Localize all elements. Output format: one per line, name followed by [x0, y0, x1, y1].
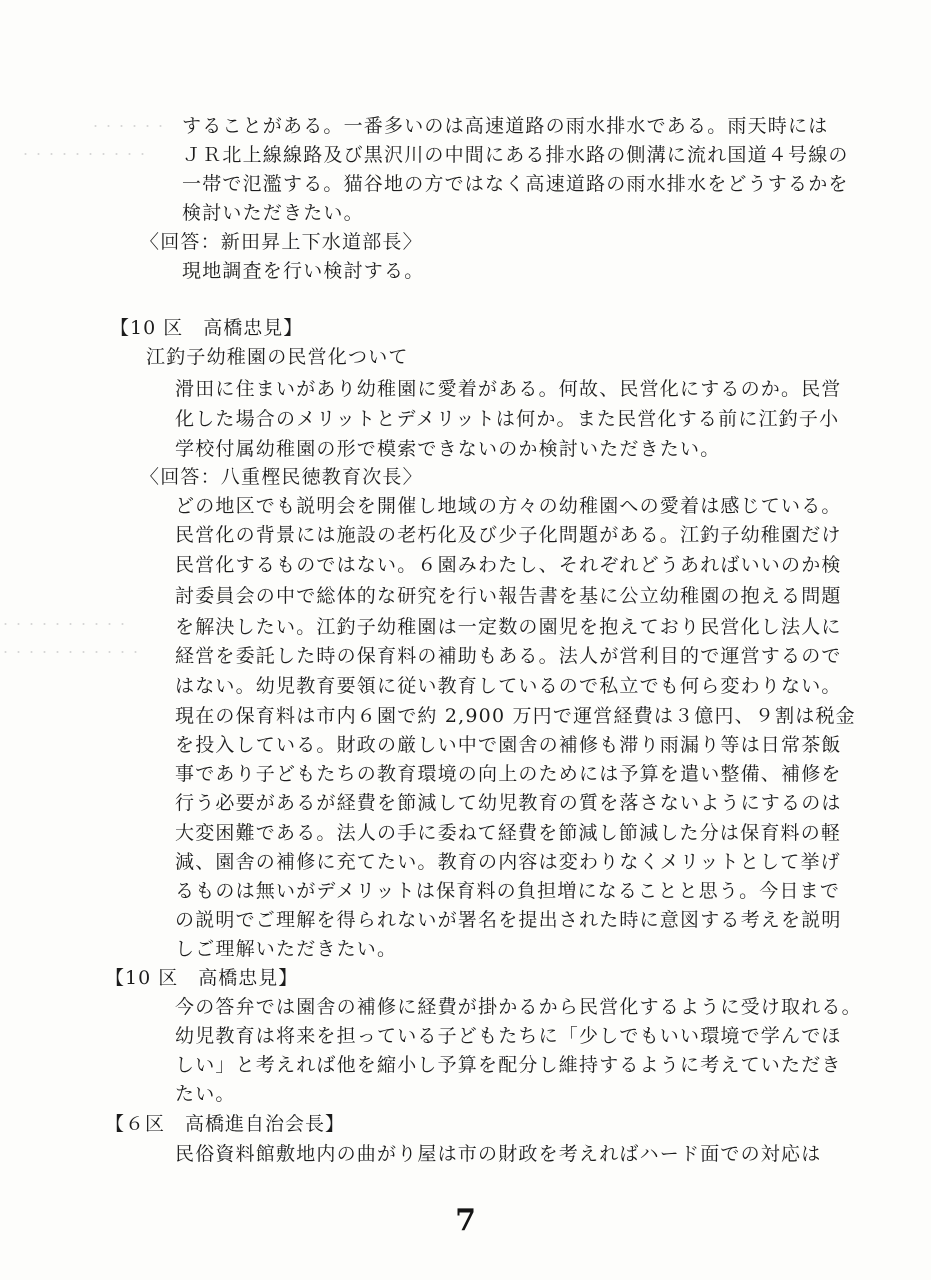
body-text-line: 学校付属幼稚園の形で模索できないのか検討いただきたい。	[175, 438, 721, 460]
body-text-line: 大変困難である。法人の手に委ねて経費を節減し節減した分は保育料の軽	[175, 822, 842, 844]
body-text-line: 減、園舎の補修に充てたい。教育の内容は変わりなくメリットとして挙げ	[175, 851, 841, 873]
body-text-line: 滑田に住まいがあり幼稚園に愛着がある。何故、民営化にするのか。民営	[175, 378, 842, 400]
body-text-line: 幼児教育は将来を担っている子どもたちに「少しでもいい環境で学んでほ	[175, 1025, 842, 1047]
body-text-line: 検討いただきたい。	[182, 202, 364, 224]
body-text-line: はない。幼児教育要領に従い教育しているので私立でも何ら変わりない。	[175, 675, 842, 697]
body-text-line: たい。	[175, 1083, 236, 1105]
body-text-line: 討委員会の中で総体的な研究を行い報告書を基に公立幼稚園の抱える問題	[175, 585, 842, 607]
body-text-line: 化した場合のメリットとデメリットは何か。また民営化する前に江釣子小	[175, 408, 840, 430]
body-text-line: を解決したい。江釣子幼稚園は一定数の園児を抱えており民営化し法人に	[175, 616, 842, 638]
body-text-line: ＪＲ北上線線路及び黒沢川の中間にある排水路の側溝に流れ国道４号線の	[182, 144, 849, 166]
body-text-line: の説明でご理解を得られないが署名を提出された時に意図する考えを説明	[175, 909, 842, 931]
body-text-line: 民営化の背景には施設の老朽化及び少子化問題がある。江釣子幼稚園だけ	[175, 524, 842, 546]
body-text-line: しい」と考えれば他を縮小し予算を配分し維持するように考えていただき	[175, 1054, 842, 1076]
body-text-line: を投入している。財政の厳しい中で園舎の補修も滞り雨漏り等は日常茶飯	[175, 734, 842, 756]
body-text-line: 民俗資料館敷地内の曲がり屋は市の財政を考えればハード面での対応は	[175, 1143, 822, 1165]
topic-title: 江釣子幼稚園の民営化ついて	[146, 346, 409, 368]
body-text-line: るものは無いがデメリットは保育料の負担増になることと思う。今日まで	[175, 880, 841, 902]
body-text-line: どの地区でも説明会を開催し地域の方々の幼稚園への愛着は感じている。	[175, 495, 842, 517]
show-through-mark: ・・・・・・・・・・・	[0, 646, 143, 659]
speaker-header: 【10 区 高橋忠見】	[110, 317, 304, 339]
body-text-line: 現在の保育料は市内６園で約 2,900 万円で運営経費は３億円、９割は税金	[175, 705, 856, 727]
page-number: 7	[455, 1203, 476, 1238]
show-through-mark: ・・・・・・	[90, 120, 168, 133]
show-through-mark: ・・・・・・・・・・	[20, 148, 150, 161]
body-text-line: することがある。一番多いのは高速道路の雨水排水である。雨天時には	[182, 115, 829, 137]
body-text-line: 民営化するものではない。６園みわたし、それぞれどうあればいいのか検	[175, 554, 842, 576]
speaker-header: 【６区 高橋進自治会長】	[105, 1113, 346, 1135]
body-text-line: 一帯で氾濫する。猫谷地の方ではなく高速道路の雨水排水をどうするかを	[182, 173, 849, 195]
answer-header: 〈回答：新田昇上下水道部長〉	[140, 231, 423, 253]
body-text-line: 今の答弁では園舎の補修に経費が掛かるから民営化するように受け取れる。	[175, 996, 862, 1018]
body-text-line: 事であり子どもたちの教育環境の向上のためには予算を遣い整備、補修を	[175, 763, 842, 785]
answer-header: 〈回答：八重樫民徳教育次長〉	[140, 466, 423, 488]
show-through-mark: ・・・・・・・・・・	[0, 618, 130, 631]
body-text-line: 行う必要があるが経費を節減して幼児教育の質を落さないようにするのは	[175, 792, 842, 814]
body-text-line: しご理解いただきたい。	[175, 938, 398, 960]
body-text-line: 経営を委託した時の保育料の補助もある。法人が営利目的で運営するので	[175, 645, 842, 667]
body-text-line: 現地調査を行い検討する。	[182, 260, 425, 282]
speaker-header: 【10 区 高橋忠見】	[105, 967, 299, 989]
